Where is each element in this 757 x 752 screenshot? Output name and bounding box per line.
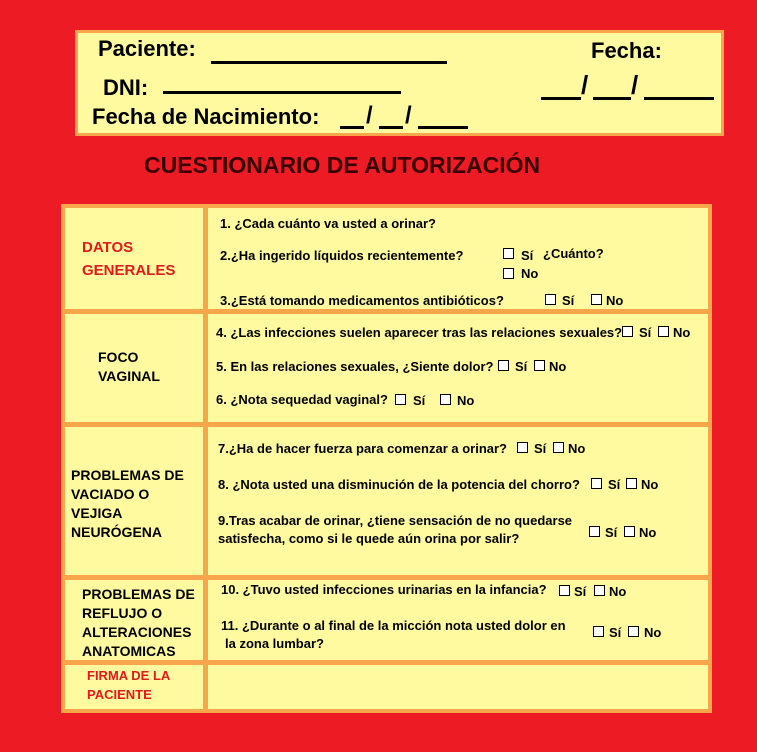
q6-yes-label: Sí: [413, 393, 426, 408]
signature-field[interactable]: [208, 665, 708, 709]
general-questions-cell: [208, 208, 708, 309]
q6-no-checkbox[interactable]: [440, 394, 451, 405]
q2-no-label: No: [521, 266, 539, 281]
reflux-label-cell: [65, 580, 203, 660]
q2-no-checkbox[interactable]: [503, 268, 514, 279]
vaginal-section-label: FOCO VAGINAL: [98, 349, 160, 384]
question-9-line-2: satisfecha, como si le quede aún orina por salir?: [218, 531, 520, 546]
q6-no-label: No: [457, 393, 475, 408]
patient-header: [75, 30, 724, 136]
q10-yes-label: Sí: [574, 584, 587, 599]
q3-no-label: No: [606, 293, 624, 308]
q11-yes-label: Sí: [609, 625, 622, 640]
date-month-field[interactable]: [593, 97, 631, 100]
reflux-section-label: PROBLEMAS DE REFLUJO O ALTERACIONES ANATOMICAS: [82, 586, 195, 659]
patient-label: Paciente:: [98, 36, 196, 61]
q5-yes-checkbox[interactable]: [498, 360, 509, 371]
date-label: Fecha:: [591, 38, 662, 63]
q3-no-checkbox[interactable]: [591, 294, 602, 305]
general-section-label: DATOS GENERALES: [82, 239, 176, 279]
q3-yes-label: Sí: [562, 293, 575, 308]
q4-yes-checkbox[interactable]: [622, 326, 633, 337]
q2-amount-label: ¿Cuánto?: [543, 246, 604, 261]
q7-yes-checkbox[interactable]: [517, 442, 528, 453]
date-year-field[interactable]: [644, 97, 714, 100]
q5-no-checkbox[interactable]: [534, 360, 545, 371]
question-8: 8. ¿Nota usted una disminución de la potencia del chorro?: [218, 477, 580, 492]
q8-yes-label: Sí: [608, 477, 621, 492]
q7-no-checkbox[interactable]: [553, 442, 564, 453]
q9-no-label: No: [639, 525, 657, 540]
q5-yes-label: Sí: [515, 359, 528, 374]
question-9-line-1: 9.Tras acabar de orinar, ¿tiene sensación de no quedarse: [218, 513, 573, 528]
page-title: CUESTIONARIO DE AUTORIZACIÓN: [144, 152, 541, 178]
birth-date-label: Fecha de Nacimiento:: [92, 104, 320, 129]
q4-no-label: No: [673, 325, 691, 340]
q2-yes-label: Sí: [521, 248, 534, 263]
q7-yes-label: Sí: [534, 441, 547, 456]
questionnaire-table: [61, 204, 712, 713]
question-10: 10. ¿Tuvo usted infecciones urinarias en la infancia?: [221, 582, 547, 597]
general-label-cell: [65, 208, 203, 309]
q8-yes-checkbox[interactable]: [591, 478, 602, 489]
q9-yes-checkbox[interactable]: [589, 526, 600, 537]
q9-no-checkbox[interactable]: [624, 526, 635, 537]
q9-yes-label: Sí: [605, 525, 618, 540]
q4-no-checkbox[interactable]: [658, 326, 669, 337]
birth-month-field[interactable]: [379, 126, 403, 129]
q4-yes-label: Sí: [639, 325, 652, 340]
date-slash-1: /: [581, 70, 589, 100]
q8-no-checkbox[interactable]: [626, 478, 637, 489]
q10-no-checkbox[interactable]: [594, 585, 605, 596]
vaginal-questions-cell: [208, 314, 708, 422]
question-4: 4. ¿Las infecciones suelen aparecer tras las relaciones sexuales?: [216, 325, 623, 340]
q6-yes-checkbox[interactable]: [395, 394, 406, 405]
q3-yes-checkbox[interactable]: [545, 294, 556, 305]
birth-year-field[interactable]: [418, 126, 468, 129]
question-5: 5. En las relaciones sexuales, ¿Siente dolor?: [216, 359, 494, 374]
question-1: 1. ¿Cada cuánto va usted a orinar?: [220, 216, 436, 231]
q10-no-label: No: [609, 584, 627, 599]
reflux-questions-cell: [208, 580, 708, 660]
question-2: 2.¿Ha ingerido líquidos recientemente?: [220, 248, 464, 263]
signature-label: FIRMA DE LA PACIENTE: [87, 668, 170, 702]
vaginal-label-cell: [65, 314, 203, 422]
q8-no-label: No: [641, 477, 659, 492]
dni-label: DNI:: [103, 75, 149, 100]
date-slash-2: /: [631, 70, 639, 100]
date-day-field[interactable]: [541, 97, 581, 100]
bladder-label-cell: [65, 427, 203, 575]
bladder-section-label: PROBLEMAS DE VACIADO O VEJIGA NEURÓGENA: [71, 467, 184, 540]
q11-yes-checkbox[interactable]: [593, 626, 604, 637]
q10-yes-checkbox[interactable]: [559, 585, 570, 596]
q11-no-checkbox[interactable]: [628, 626, 639, 637]
q2-yes-checkbox[interactable]: [503, 248, 514, 259]
q11-no-label: No: [644, 625, 662, 640]
question-11-line-1: 11. ¿Durante o al final de la micción nota usted dolor en: [221, 618, 566, 633]
signature-label-cell: [65, 665, 203, 709]
birth-slash-1: /: [366, 102, 373, 129]
question-7: 7.¿Ha de hacer fuerza para comenzar a orinar?: [218, 441, 507, 456]
q5-no-label: No: [549, 359, 567, 374]
bladder-questions-cell: [208, 427, 708, 575]
birth-day-field[interactable]: [340, 126, 364, 129]
question-11-line-2: la zona lumbar?: [225, 636, 324, 651]
question-3: 3.¿Está tomando medicamentos antibióticos?: [220, 293, 504, 308]
dni-field[interactable]: [163, 91, 401, 94]
question-6: 6. ¿Nota sequedad vaginal?: [216, 392, 388, 407]
patient-name-field[interactable]: [211, 61, 447, 64]
q7-no-label: No: [568, 441, 586, 456]
birth-slash-2: /: [405, 102, 412, 129]
